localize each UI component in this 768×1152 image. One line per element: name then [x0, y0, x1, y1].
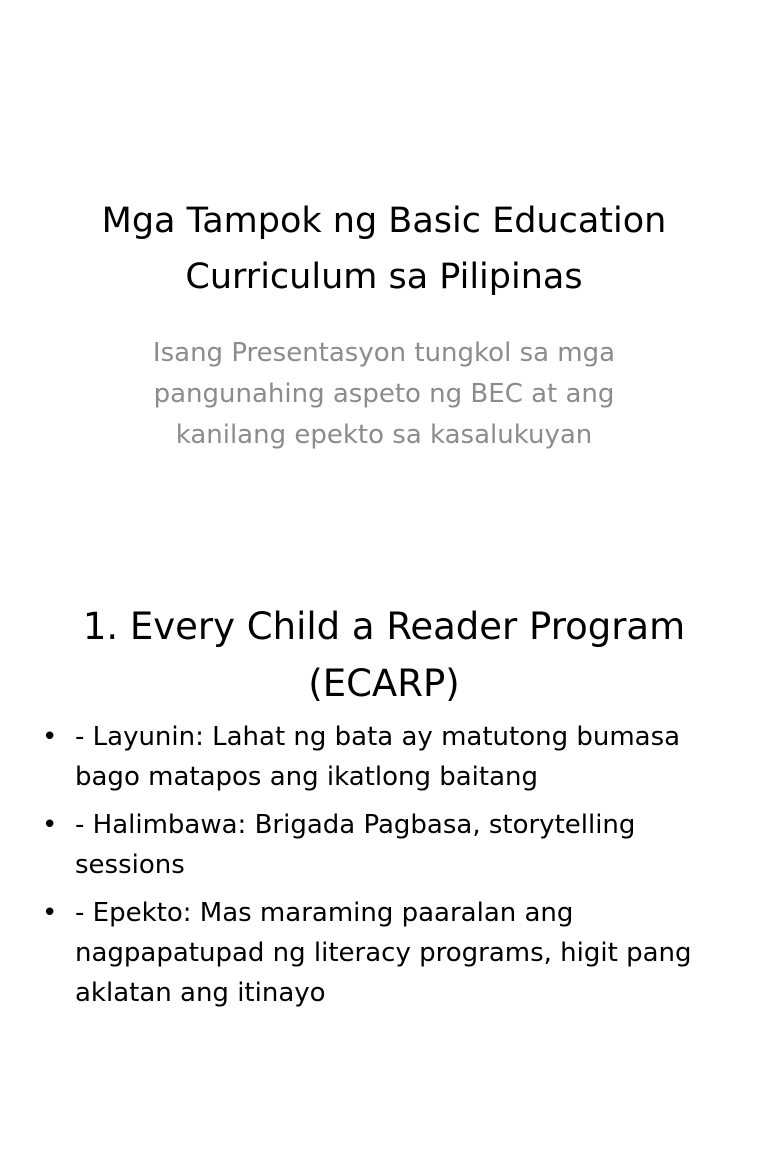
bullet-text-line: sessions: [75, 850, 185, 880]
bullet-item-example: [40, 805, 730, 885]
bullet-item-effect: [40, 893, 730, 1013]
slide-ecarp: [0, 576, 768, 1152]
subtitle-line: kanilang epekto sa kasalukuyan: [175, 420, 593, 450]
section-title-line: 1. Every Child a Reader Program: [82, 605, 686, 648]
subtitle-line: pangunahing aspeto ng BEC at ang: [153, 379, 615, 409]
bullet-icon: •: [42, 722, 58, 752]
bullet-text-line: aklatan ang itinayo: [75, 978, 326, 1008]
presentation-subtitle: [40, 333, 728, 456]
presentation-title: [40, 193, 728, 305]
bullet-text-line: - Layunin: Lahat ng bata ay matutong bumasa: [75, 722, 681, 752]
subtitle-line: Isang Presentasyon tungkol sa mga: [152, 338, 616, 368]
bullet-icon: •: [42, 810, 58, 840]
bullet-text-line: nagpapatupad ng literacy programs, higit pang: [75, 938, 692, 968]
bullet-text-line: - Epekto: Mas maraming paaralan ang: [75, 898, 574, 928]
bullet-text-line: bago matapos ang ikatlong baitang: [75, 762, 538, 792]
presentation-title-line: Mga Tampok ng Basic Education: [101, 201, 667, 241]
section-title: [40, 598, 728, 712]
section-title-line: (ECARP): [308, 662, 460, 705]
bullet-text-line: - Halimbawa: Brigada Pagbasa, storytelling: [75, 810, 636, 840]
bullet-item-goal: [40, 717, 730, 797]
bullet-list: [40, 717, 730, 1021]
bullet-icon: •: [42, 898, 58, 928]
presentation-title-line: Curriculum sa Pilipinas: [185, 257, 583, 297]
